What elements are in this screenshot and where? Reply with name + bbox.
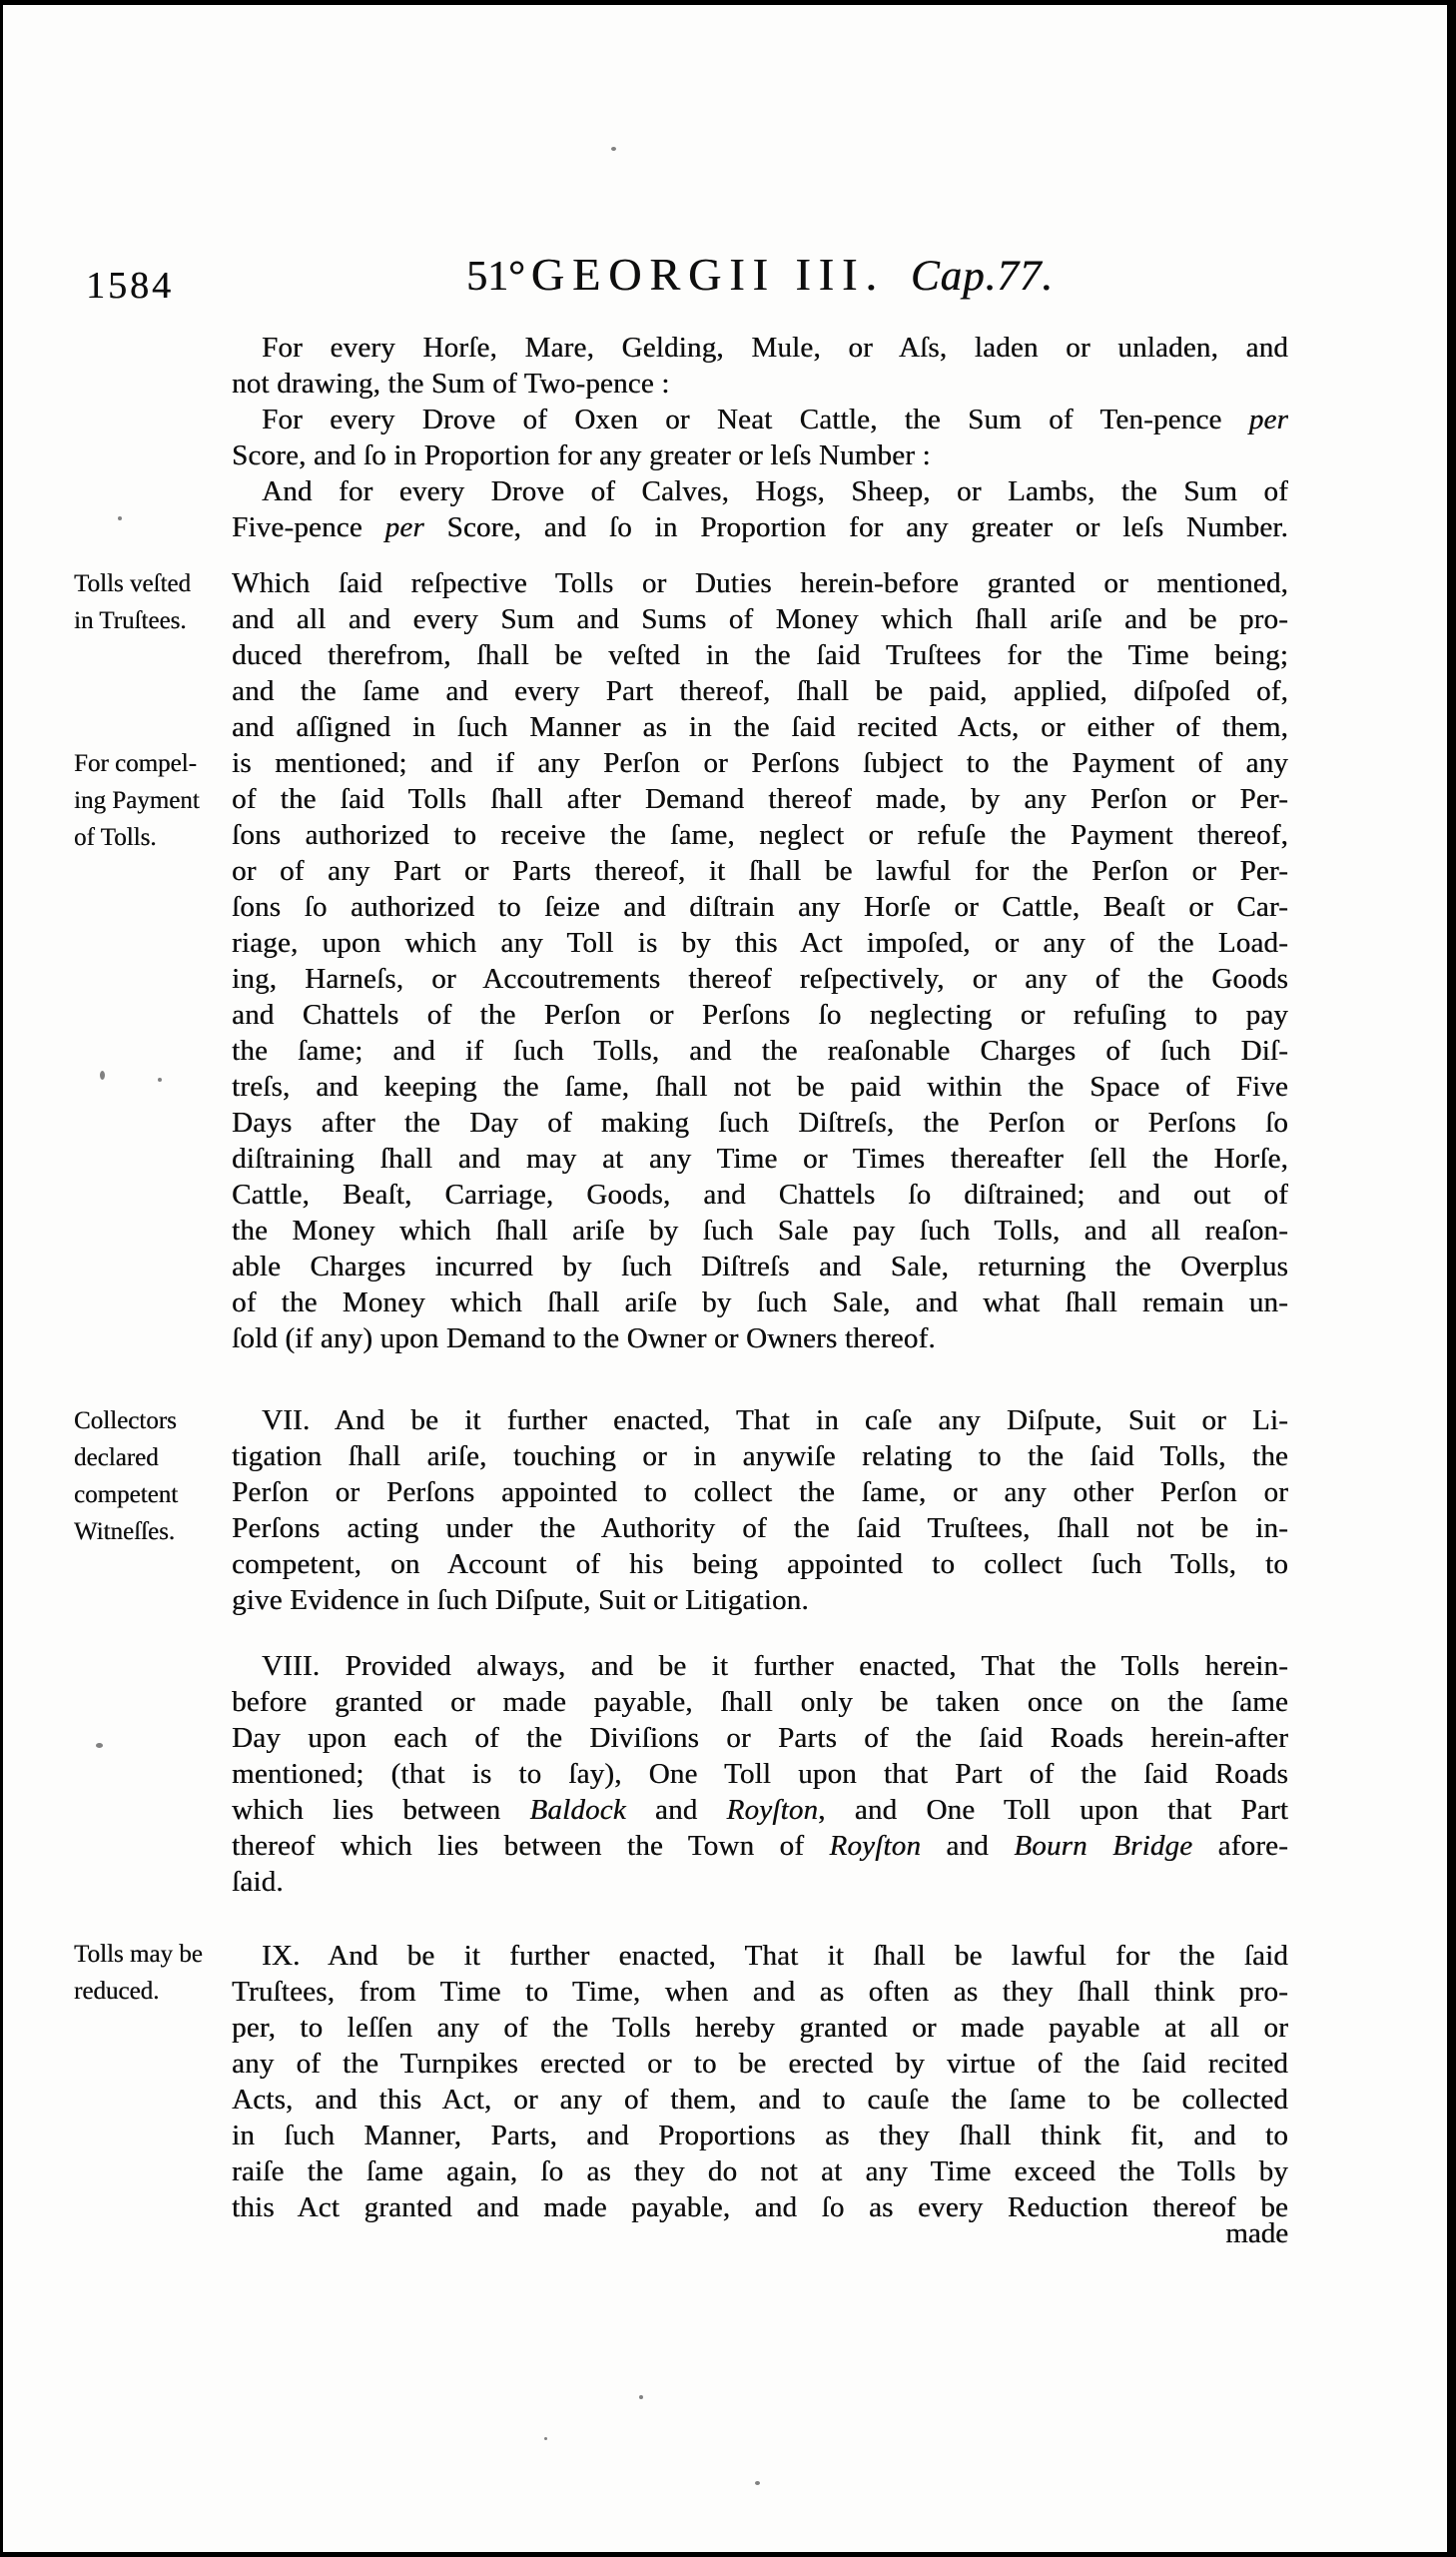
text-line: Which ſaid reſpective Tolls or Duties herein-before granted or mentioned, (232, 567, 1288, 599)
margin-note-4 (74, 1936, 232, 2010)
text-line: before granted or made payable, ſhall only be taken once on the ſame (232, 1686, 1288, 1718)
margin-note-line: in Truſtees. (74, 607, 187, 634)
text-line: And for every Drove of Calves, Hogs, Sheep, or Lambs, the Sum of (262, 475, 1288, 507)
margin-note-line: ing Payment (74, 787, 200, 814)
scan-speck (611, 147, 616, 151)
scan-speck (544, 2437, 547, 2440)
text-line: Perſon or Perſons appointed to collect the ſame, or any other Perſon or (232, 1476, 1288, 1508)
paragraph-1 (232, 330, 1288, 545)
text-line: For every Drove of Oxen or Neat Cattle, the Sum of Ten-pence per (262, 404, 1288, 435)
text-line: which lies between Baldock and Royſton, and One Toll upon that Part (232, 1794, 1288, 1826)
paragraph-5 (232, 1938, 1288, 2225)
text-line: tigation ſhall ariſe, touching or in anywiſe relating to the ſaid Tolls, the (232, 1440, 1288, 1472)
text-line: competent, on Account of his being appointed to collect ſuch Tolls, to (232, 1548, 1288, 1580)
text-line: the ſame; and if ſuch Tolls, and the reaſonable Charges of ſuch Diſ- (232, 1035, 1288, 1067)
text-line: the Money which ſhall ariſe by ſuch Sale pay ſuch Tolls, and all reaſon- (232, 1215, 1288, 1247)
chapter-number: Cap.77. (910, 253, 1054, 300)
scan-speck (100, 1071, 105, 1080)
scan-speck (118, 516, 122, 520)
text-line: and aſſigned in ſuch Manner as in the ſaid recited Acts, or either of them, (232, 711, 1288, 743)
margin-note-line: For compel- (74, 750, 197, 777)
text-line: ſons ſo authorized to ſeize and diſtrain any Horſe or Cattle, Beaſt or Car- (232, 891, 1288, 923)
scan-speck (158, 1078, 162, 1082)
text-line: duced therefrom, ſhall be veſted in the ſaid Truſtees for the Time being; (232, 639, 1288, 671)
text-line: Truſtees, from Time to Time, when and as often as they ſhall think pro- (232, 1976, 1288, 2008)
text-line: ſold (if any) upon Demand to the Owner or Owners thereof. (232, 1322, 936, 1354)
text-line: ing, Harneſs, or Accoutrements thereof reſpectively, or any of the Goods (232, 963, 1288, 995)
scan-speck (639, 2395, 643, 2399)
text-line: ſaid. (232, 1866, 284, 1898)
margin-note-line: reduced. (74, 1978, 160, 2005)
catchword: made (1225, 2217, 1288, 2249)
margin-note-line: Witneſſes. (74, 1518, 176, 1545)
text-line: and Chattels of the Perſon or Perſons ſo neglecting or refuſing to pay (232, 999, 1288, 1031)
margin-note-3 (74, 1402, 232, 1550)
text-line: Five-pence per Score, and ſo in Proportion for any greater or leſs Number. (232, 511, 1288, 543)
text-line: Days after the Day of making ſuch Diſtreſs, the Perſon or Perſons ſo (232, 1107, 1288, 1139)
text-line: this Act granted and made payable, and ſo as every Reduction thereof be (232, 2191, 1288, 2223)
text-line: For every Horſe, Mare, Gelding, Mule, or Aſs, laden or unladen, and (262, 332, 1288, 364)
margin-note-line: declared (74, 1444, 159, 1471)
margin-note-2 (74, 745, 232, 856)
text-line: Score, and ſo in Proportion for any greater or leſs Number : (232, 439, 931, 471)
text-line: IX. And be it further enacted, That it ſhall be lawful for the ſaid (262, 1940, 1288, 1972)
margin-note-1 (74, 565, 232, 639)
text-line: VIII. Provided always, and be it further enacted, That the Tolls herein- (262, 1650, 1288, 1682)
text-line: VII. And be it further enacted, That in caſe any Diſpute, Suit or Li- (262, 1404, 1288, 1436)
text-line: and all and every Sum and Sums of Money which ſhall ariſe and be pro- (232, 603, 1288, 635)
text-line: give Evidence in ſuch Diſpute, Suit or Litigation. (232, 1584, 809, 1616)
text-line: Cattle, Beaſt, Carriage, Goods, and Chattels ſo diſtrained; and out of (232, 1179, 1288, 1211)
text-line: Acts, and this Act, or any of them, and to cauſe the ſame to be collected (232, 2084, 1288, 2116)
text-line: riage, upon which any Toll is by this Act impoſed, or any of the Load- (232, 927, 1288, 959)
page-number: 1584 (86, 265, 174, 307)
margin-note-line: Tolls veſted (74, 570, 191, 597)
text-line: any of the Turnpikes erected or to be erected by virtue of the ſaid recited (232, 2048, 1288, 2080)
text-line: thereof which lies between the Town of Royſton and Bourn Bridge afore- (232, 1830, 1288, 1862)
text-line: able Charges incurred by ſuch Diſtreſs and Sale, returning the Overplus (232, 1251, 1288, 1282)
text-line: treſs, and keeping the ſame, ſhall not be paid within the Space of Five (232, 1071, 1288, 1103)
margin-note-line: competent (74, 1481, 179, 1508)
margin-note-line: Tolls may be (74, 1941, 203, 1968)
text-line: per, to leſſen any of the Tolls hereby granted or made payable at all or (232, 2012, 1288, 2044)
text-line: and the ſame and every Part thereof, ſhall be paid, applied, diſpoſed of, (232, 675, 1288, 707)
text-line: Perſons acting under the Authority of the ſaid Truſtees, ſhall not be in- (232, 1512, 1288, 1544)
margin-note-line: Collectors (74, 1407, 177, 1434)
text-line: of the ſaid Tolls ſhall after Demand thereof made, by any Perſon or Per- (232, 783, 1288, 815)
running-head (232, 248, 1288, 301)
margin-note-line: of Tolls. (74, 824, 157, 851)
text-line: raiſe the ſame again, ſo as they do not at any Time exceed the Tolls by (232, 2155, 1288, 2187)
text-line: in ſuch Manner, Parts, and Proportions as they ſhall think fit, and to (232, 2120, 1288, 2151)
scan-speck (755, 2481, 760, 2485)
text-line: not drawing, the Sum of Two-pence : (232, 368, 670, 400)
monarch-name: GEORGII III. (530, 249, 885, 300)
text-line: Day upon each of the Diviſions or Parts of the ſaid Roads herein-after (232, 1722, 1288, 1754)
paragraph-3 (232, 1402, 1288, 1618)
text-line: ſons authorized to receive the ſame, neglect or refuſe the Payment thereof, (232, 819, 1288, 851)
paragraph-4 (232, 1648, 1288, 1900)
text-line: or of any Part or Parts thereof, it ſhall be lawful for the Perſon or Per- (232, 855, 1288, 887)
text-line: mentioned; (that is to ſay), One Toll upon that Part of the ſaid Roads (232, 1758, 1288, 1790)
text-line: of the Money which ſhall ariſe by ſuch Sale, and what ſhall remain un- (232, 1286, 1288, 1318)
regnal-year: 51° (465, 254, 525, 300)
paragraph-2 (232, 565, 1288, 1356)
text-line: diſtraining ſhall and may at any Time or Times thereafter ſell the Horſe, (232, 1143, 1288, 1175)
text-line: is mentioned; and if any Perſon or Perſons ſubject to the Payment of any (232, 747, 1288, 779)
scan-speck (96, 1743, 103, 1748)
